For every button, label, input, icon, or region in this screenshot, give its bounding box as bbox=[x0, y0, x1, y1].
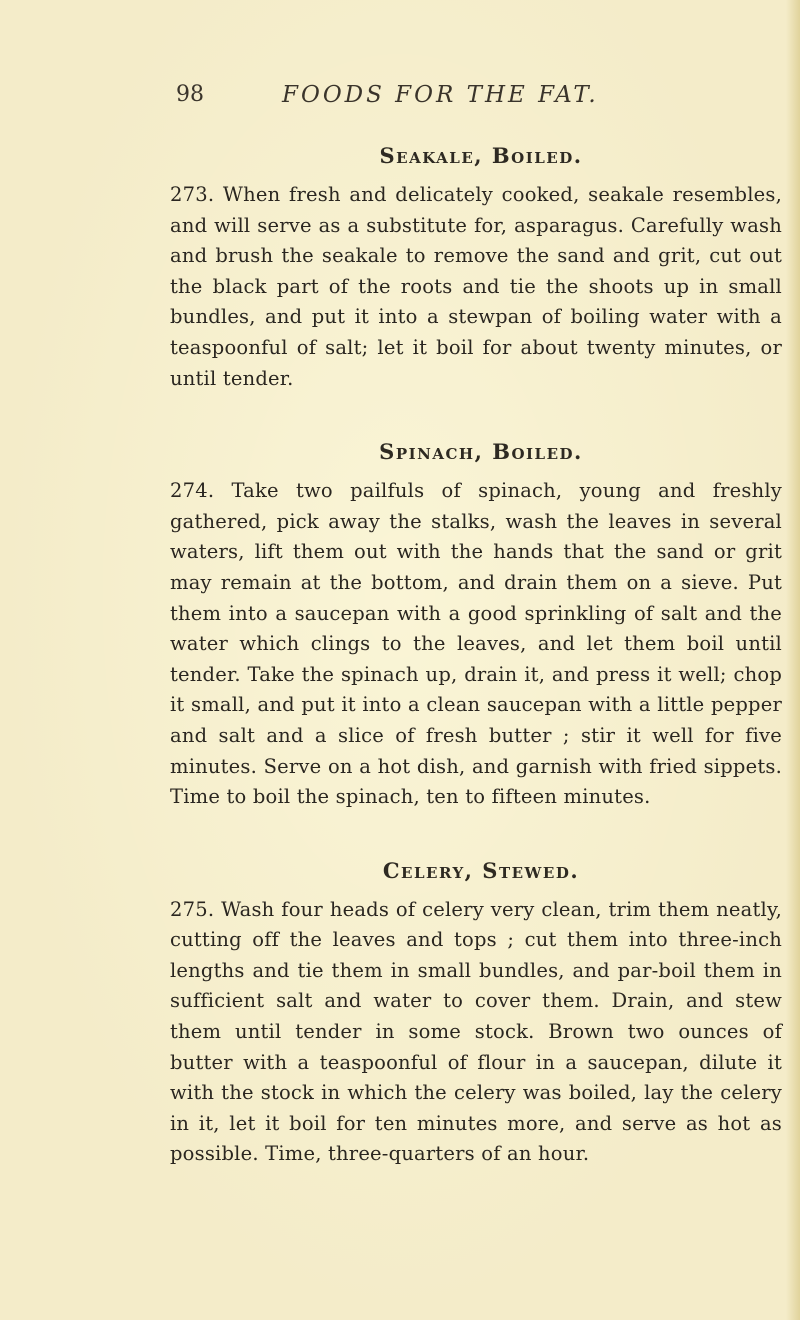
recipe-text: Wash four heads of celery very clean, trim them neatly, cutting off the leaves and tops ; cut them into three-inch lengths and tie them in small bundles, and par-boil them in sufficient salt and water to cover them. Drain, and stew them until tender in some stock. Brown two ounces of butter with a teaspoonful of flour in a saucepan, dilute it with the stock in which the celery was boiled, lay the celery in it, let it boil for ten minutes more, and serve as hot as possible. Time, three-quarters of an hour. bbox=[170, 897, 782, 1166]
recipe-section-celery bbox=[170, 857, 782, 1170]
recipe-number: 274. bbox=[170, 479, 215, 503]
recipe-section-seakale bbox=[170, 142, 782, 394]
running-header bbox=[0, 82, 800, 112]
recipe-text: Take two pailfuls of spinach, young and freshly gathered, pick away the stalks, wash the leaves in several waters, lift them out with the hands that the sand or grit may remain at the bottom, and drain them on a sieve. Put them into a saucepan with a good sprinkling of salt and the water which clings to the leaves, and let them boil until tender. Take the spinach up, drain it, and press it well; chop it small, and put it into a clean saucepan with a little pepper and salt and a slice of fresh butter ; stir it well for five minutes. Serve on a hot dish, and garnish with fried sippets. Time to boil the spinach, ten to fifteen minutes. bbox=[170, 479, 782, 809]
page-number: 98 bbox=[176, 82, 204, 107]
recipe-number: 275. bbox=[170, 897, 215, 921]
recipe-text: When fresh and delicately cooked, seakale resembles, and will serve as a substitute for, asparagus. Carefully wash and brush the seakale to remove the sand and grit, cut out the black part of the roots and tie the shoots up in small bundles, and put it into a stewpan of boiling water with a teaspoonful of salt; let it boil for about twenty minutes, or until tender. bbox=[170, 183, 782, 390]
section-heading: Spinach, Boiled. bbox=[379, 439, 583, 465]
recipe-paragraph bbox=[170, 476, 782, 813]
recipe-paragraph bbox=[170, 895, 782, 1170]
section-heading: Celery, Stewed. bbox=[382, 857, 580, 883]
recipe-section-spinach bbox=[170, 438, 782, 813]
page-content bbox=[170, 142, 782, 1170]
running-title: FOODS FOR THE FAT. bbox=[282, 82, 599, 108]
recipe-paragraph bbox=[170, 180, 782, 394]
page-edge-shadow bbox=[786, 0, 800, 1320]
section-heading: Seakale, Boiled. bbox=[379, 143, 583, 168]
recipe-number: 273. bbox=[170, 183, 215, 206]
